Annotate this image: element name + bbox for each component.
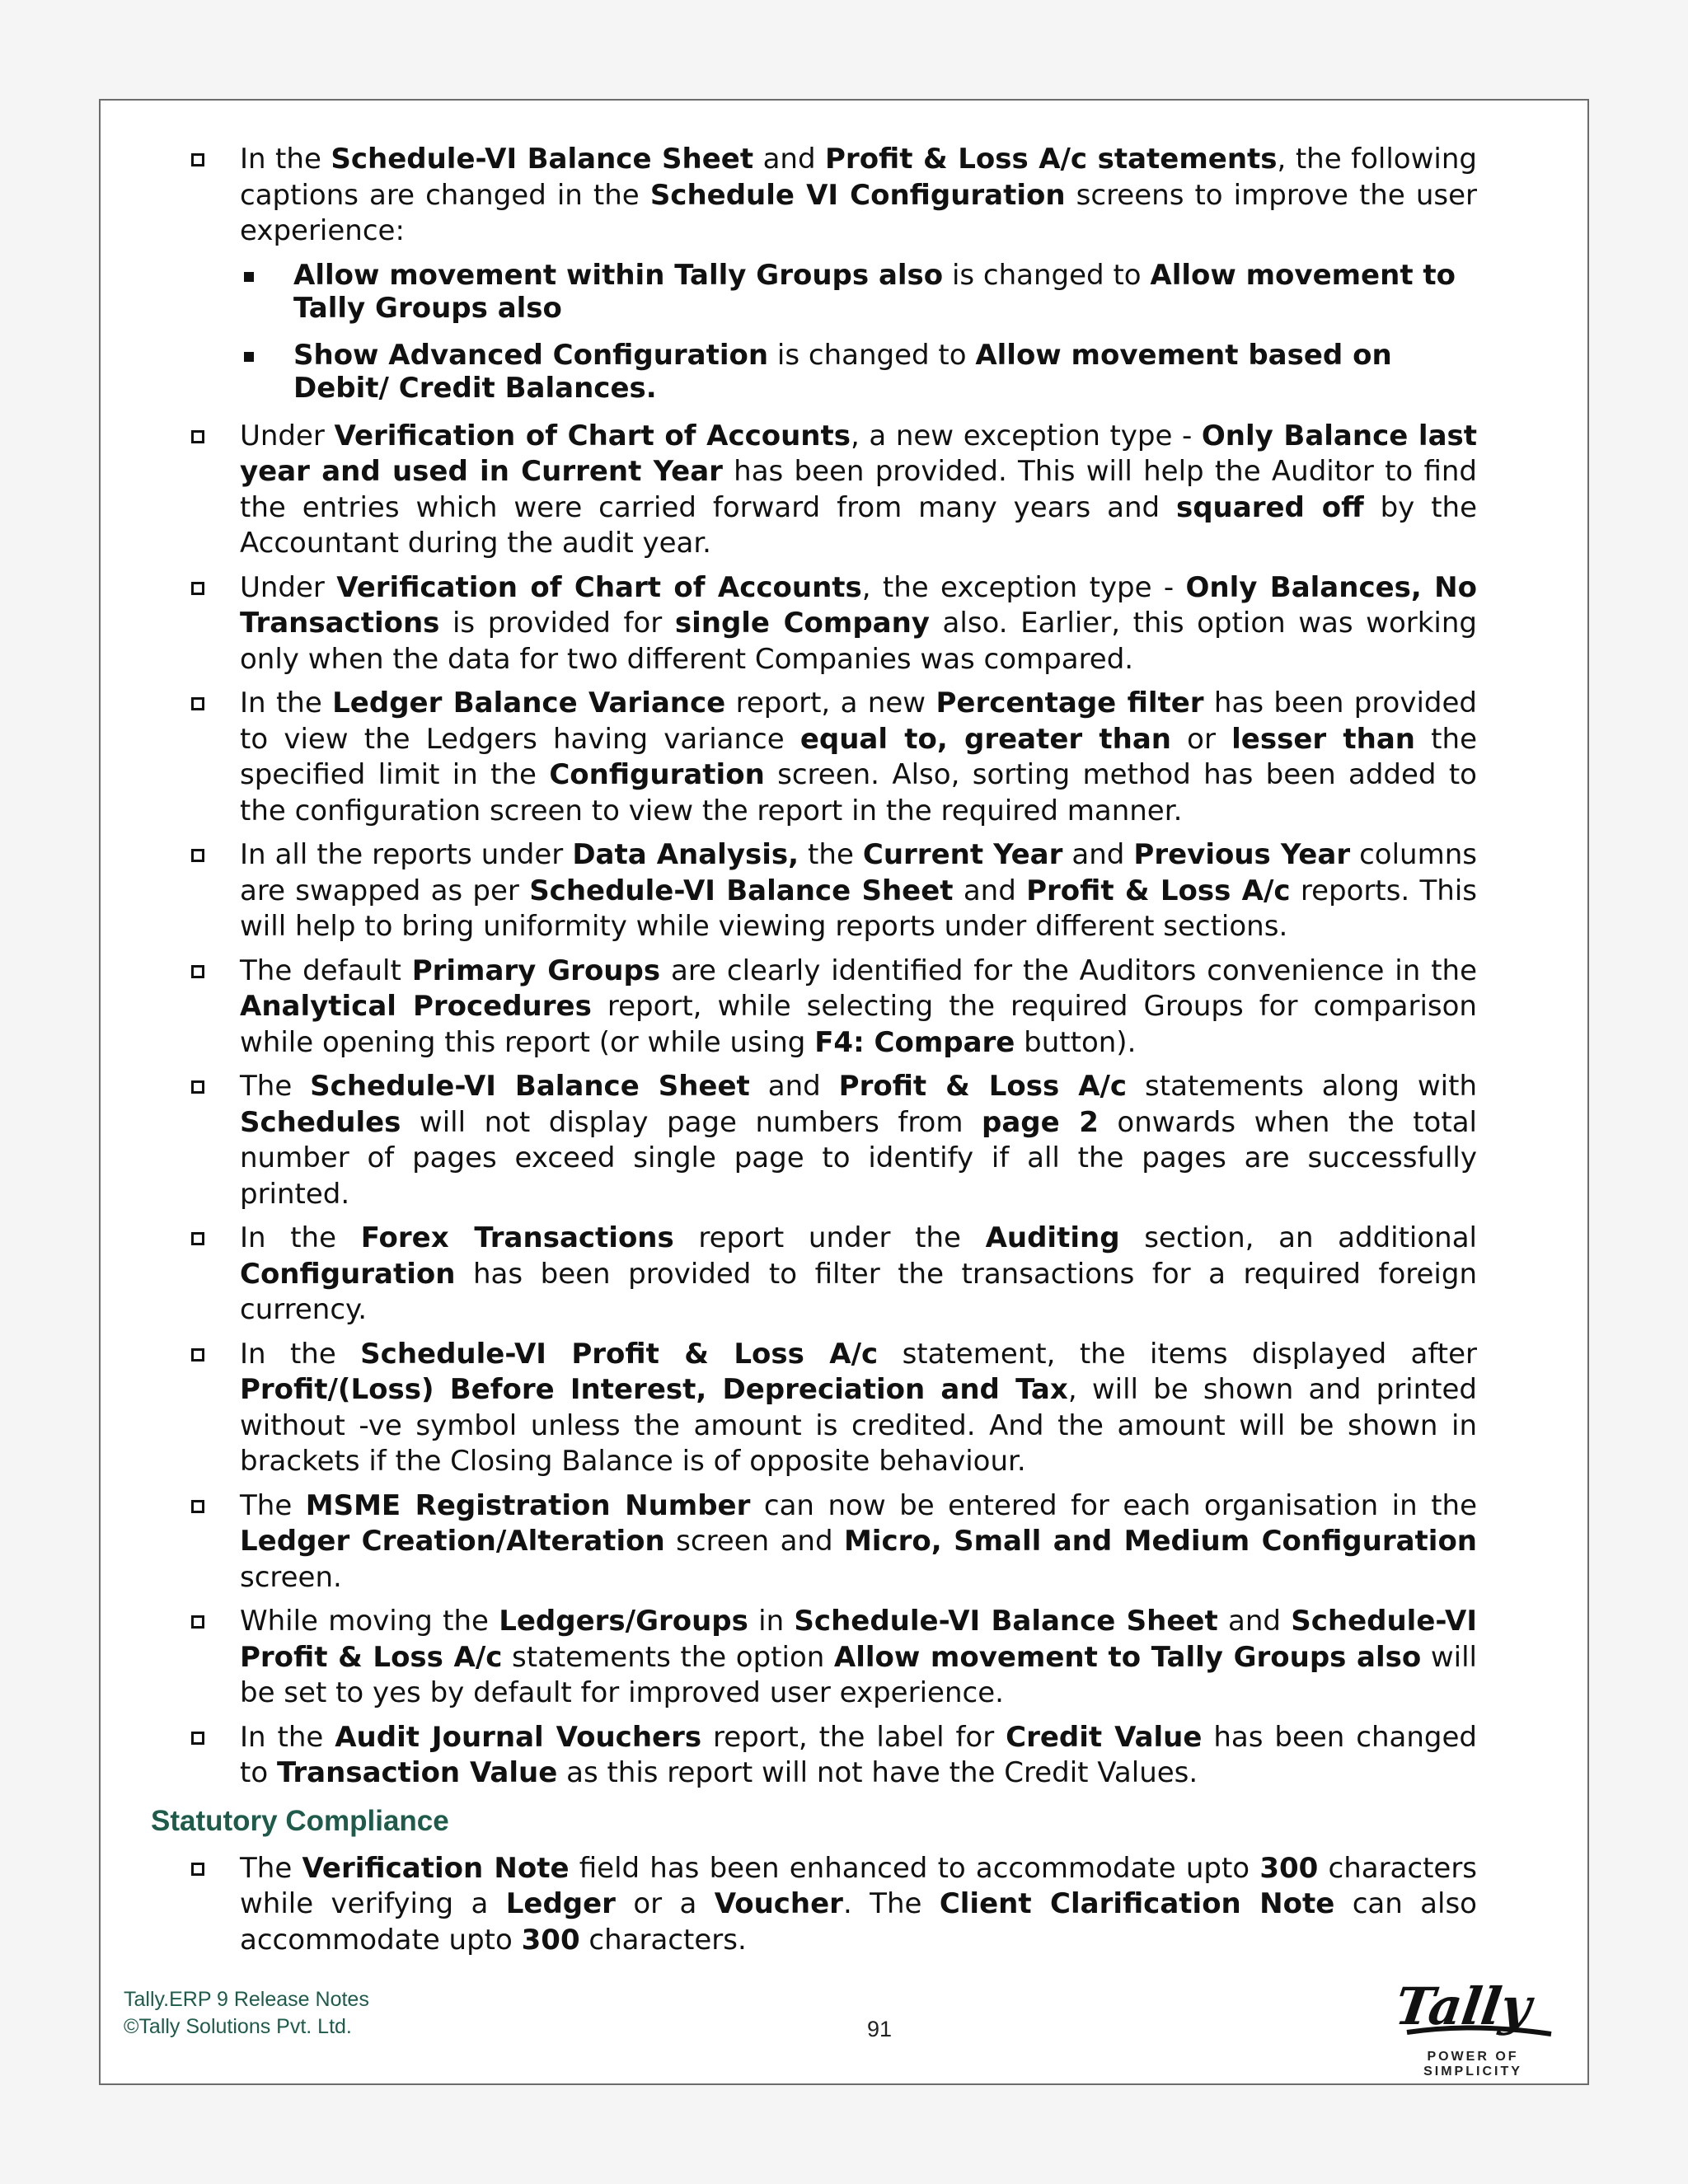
filled-square-bullet-icon (244, 352, 254, 362)
text-run: button). (1015, 1025, 1137, 1059)
text-run: or (1171, 722, 1232, 756)
text-run: characters. (579, 1923, 747, 1957)
bold-text: Allow movement to Tally Groups also (833, 1640, 1422, 1674)
list-item (191, 142, 1477, 405)
list-item (191, 1488, 1477, 1596)
text-run: can now be entered for each organisation in the (750, 1488, 1477, 1522)
text-run: statement, the items displayed after (878, 1337, 1477, 1371)
text-run: are clearly identified for the Auditors convenience in the (660, 954, 1477, 987)
text-run: and (749, 1070, 839, 1103)
text-run: The (240, 1070, 311, 1103)
text-run: In the (240, 687, 333, 719)
text-run: by the Accountant during the audit year. (240, 490, 1477, 560)
sub-list-item-text (293, 339, 1477, 405)
text-run: as this report will not have the Credit Values. (557, 1756, 1198, 1789)
hollow-square-bullet-icon (191, 1348, 204, 1361)
bold-text: Client Clarification Note (939, 1887, 1335, 1920)
text-run: and (1217, 1605, 1292, 1638)
statutory-compliance-list (191, 1851, 1477, 1959)
text-run: statements along with (1127, 1070, 1478, 1103)
bold-text: Only Balances, No Transactions (240, 570, 1477, 640)
text-run: field has been enhanced to accommodate upto (569, 1851, 1260, 1885)
text-run: Under (240, 419, 335, 452)
page-number: 91 (867, 2017, 893, 2041)
hollow-square-bullet-icon (191, 1732, 204, 1745)
bold-text: Profit & Loss A/c (838, 1070, 1128, 1103)
text-run: and (1062, 838, 1134, 871)
hollow-square-bullet-icon (191, 965, 204, 978)
text-run: report, the label for (701, 1720, 1006, 1754)
list-item-text (240, 1488, 1477, 1596)
sub-list-item (240, 339, 1477, 405)
list-item-text (240, 1851, 1477, 1959)
text-run: is changed to (768, 338, 976, 372)
text-run: will not display page numbers from (401, 1105, 982, 1139)
text-run: In all the reports under (240, 838, 573, 871)
bold-text: Schedule-VI Balance Sheet (529, 874, 954, 907)
bold-text: Schedule-VI Profit & Loss A/c (240, 1605, 1477, 1674)
text-run: or a (615, 1887, 715, 1920)
bold-text: Ledger (505, 1887, 616, 1920)
sub-list (240, 259, 1477, 405)
text-run: In the (240, 1337, 361, 1371)
bold-text: Current Year (862, 838, 1063, 871)
logo-tagline: POWER OF SIMPLICITY (1423, 2050, 1522, 2079)
bold-text: single Company (674, 607, 930, 640)
list-item (191, 1221, 1477, 1329)
bold-text: Only Balance last year and used in Current Year (240, 419, 1478, 488)
bold-text: Auditing (985, 1221, 1120, 1254)
list-item (191, 1851, 1477, 1959)
list-item-text (240, 570, 1477, 678)
text-run: , the exception type - (861, 570, 1186, 604)
tally-logo-mark (1382, 1975, 1572, 2050)
text-run: The (240, 1488, 306, 1522)
page (99, 99, 1589, 2085)
list-item-text (240, 419, 1477, 562)
bold-text: equal to, greater than (799, 722, 1171, 756)
bold-text: MSME Registration Number (305, 1488, 751, 1522)
bold-text: Allow movement within Tally Groups also (293, 258, 944, 292)
list-item-text (240, 837, 1477, 945)
hollow-square-bullet-icon (191, 1863, 204, 1876)
bold-text: Ledgers/Groups (499, 1605, 748, 1638)
text-run: has been provided. This will help the Auditor to find the entries which were carried forward from many years and (240, 455, 1477, 524)
list-item (191, 1604, 1477, 1712)
list-item-text (240, 1720, 1477, 1792)
list-item-text (240, 954, 1477, 1062)
text-run: and (953, 874, 1027, 907)
hollow-square-bullet-icon (191, 697, 204, 710)
text-run: The (240, 1851, 302, 1885)
text-run: screens to improve the user experience: (240, 178, 1478, 247)
bold-text: Voucher (714, 1887, 843, 1920)
hollow-square-bullet-icon (191, 1500, 204, 1513)
text-run: screen. (240, 1560, 342, 1594)
bold-text: Allow movement to Tally Groups also (293, 258, 1456, 325)
bold-text: Credit Value (1006, 1720, 1203, 1754)
bold-text: Schedule-VI Balance Sheet (310, 1070, 750, 1103)
text-run: report, while selecting the required Groups for comparison while opening this report (or while using (240, 990, 1477, 1059)
text-run: , a new exception type - (851, 419, 1202, 452)
text-run: The default (240, 954, 412, 987)
bold-text: 300 (521, 1923, 580, 1957)
bold-text: Forex Transactions (360, 1221, 674, 1254)
footer-copyright: ©Tally Solutions Pvt. Ltd. (124, 2015, 352, 2038)
bold-text: Analytical Procedures (240, 990, 592, 1023)
text-run: has been provided to view the Ledgers having variance (240, 687, 1477, 756)
bold-text: Profit/(Loss) Before Interest, Depreciation and Tax (240, 1373, 1068, 1406)
text-run: . The (842, 1887, 940, 1920)
text-run: columns are swapped as per (240, 838, 1477, 907)
text-run: In the (240, 1221, 361, 1254)
text-run: and (753, 143, 826, 176)
bold-text: Profit & Loss A/c statements (825, 143, 1278, 176)
bold-text: Verification of Chart of Accounts (336, 570, 862, 604)
text-run: reports. This will help to bring uniformity while viewing reports under different sections. (240, 874, 1477, 943)
bold-text: Configuration (549, 758, 765, 791)
list-item (191, 686, 1477, 829)
list-item-text (240, 1337, 1477, 1480)
hollow-square-bullet-icon (191, 1232, 204, 1245)
text-run: the specified limit in the (240, 722, 1477, 791)
text-run: is provided for (439, 607, 675, 640)
bold-text: Allow movement based on Debit/ Credit Balances. (293, 338, 1392, 405)
bold-text: Verification Note (302, 1851, 570, 1885)
footer-product: Tally.ERP 9 Release Notes (124, 1988, 369, 2011)
hollow-square-bullet-icon (191, 1080, 204, 1094)
tally-logo-text: Tally (1391, 1976, 1536, 2036)
bold-text: Percentage filter (935, 687, 1204, 719)
sub-list-item (240, 259, 1477, 325)
list-item (191, 837, 1477, 945)
bold-text: Configuration (240, 1257, 456, 1291)
list-item (191, 419, 1477, 562)
section-heading: Statutory Compliance (151, 1804, 449, 1837)
list-item (191, 1337, 1477, 1480)
text-run: the (799, 838, 863, 871)
text-run: Under (240, 570, 337, 604)
bold-text: Primary Groups (411, 954, 661, 987)
hollow-square-bullet-icon (191, 153, 204, 166)
bold-text: squared off (1175, 490, 1364, 524)
bold-text: Profit & Loss A/c (1026, 874, 1291, 907)
bold-text: Ledger Creation/Alteration (240, 1525, 665, 1558)
bold-text: Verification of Chart of Accounts (334, 419, 851, 452)
list-item-text (240, 142, 1477, 250)
text-run: has been changed to (240, 1720, 1477, 1789)
bold-text: Schedule-VI Balance Sheet (794, 1605, 1218, 1638)
list-item-text (240, 686, 1477, 829)
text-run: , will be shown and printed without -ve symbol unless the amount is credited. And the amount will be shown in brackets if the Closing Balance is of opposite behaviour. (240, 1373, 1478, 1478)
text-run: report, a new (725, 687, 936, 719)
text-run: in (748, 1605, 795, 1638)
bold-text: Audit Journal Vouchers (335, 1720, 702, 1754)
text-run: characters while verifying a (240, 1851, 1478, 1920)
text-run: While moving the (240, 1605, 499, 1638)
list-item-text (240, 1221, 1477, 1329)
footer-info (124, 1986, 369, 2041)
text-run: , the following captions are changed in the (240, 143, 1477, 212)
bold-text: lesser than (1231, 722, 1415, 756)
bold-text: Micro, Small and Medium Configuration (843, 1525, 1478, 1558)
bold-text: 300 (1259, 1851, 1319, 1885)
list-item (191, 1720, 1477, 1792)
bold-text: Show Advanced Configuration (293, 338, 769, 372)
bold-text: Schedule VI Configuration (649, 178, 1066, 212)
bold-text: Data Analysis, (572, 838, 799, 871)
text-run: statements the option (502, 1640, 834, 1674)
bold-text: Transaction Value (276, 1756, 558, 1789)
text-run: onwards when the total number of pages exceed single page to identify if all the pages are successfully printed. (240, 1105, 1477, 1211)
bold-text: Previous Year (1133, 838, 1351, 871)
text-run: section, an additional (1119, 1221, 1477, 1254)
list-item (191, 954, 1477, 1062)
text-run: has been provided to filter the transactions for a required foreign currency. (240, 1257, 1477, 1326)
text-run: can also accommodate upto (240, 1887, 1477, 1957)
bold-text: Ledger Balance Variance (332, 687, 726, 719)
release-notes-list (191, 142, 1477, 1792)
bold-text: Schedules (240, 1105, 401, 1139)
text-run: is changed to (943, 258, 1151, 292)
text-run: screen. Also, sorting method has been added to the configuration screen to view the report in the required manner. (240, 758, 1477, 827)
bold-text: F4: Compare (814, 1025, 1015, 1059)
text-run: also. Earlier, this option was working only when the data for two different Companies was compared. (240, 607, 1478, 676)
list-item-text (240, 1069, 1477, 1212)
hollow-square-bullet-icon (191, 582, 204, 595)
text-run: In the (240, 1720, 335, 1754)
sub-list-item-text (293, 259, 1477, 325)
list-item-text (240, 1604, 1477, 1712)
hollow-square-bullet-icon (191, 849, 204, 862)
text-run: screen and (664, 1525, 844, 1558)
text-run: will be set to yes by default for improved user experience. (240, 1640, 1477, 1709)
text-run: report under the (673, 1221, 986, 1254)
bold-text: page 2 (982, 1105, 1099, 1139)
hollow-square-bullet-icon (191, 430, 204, 443)
page-content (151, 142, 1478, 1966)
bold-text: Schedule-VI Profit & Loss A/c (360, 1337, 879, 1371)
bold-text: Schedule-VI Balance Sheet (331, 143, 754, 176)
text-run: In the (240, 143, 331, 176)
filled-square-bullet-icon (244, 272, 254, 282)
hollow-square-bullet-icon (191, 1615, 204, 1629)
list-item (191, 570, 1477, 678)
list-item (191, 1069, 1477, 1212)
